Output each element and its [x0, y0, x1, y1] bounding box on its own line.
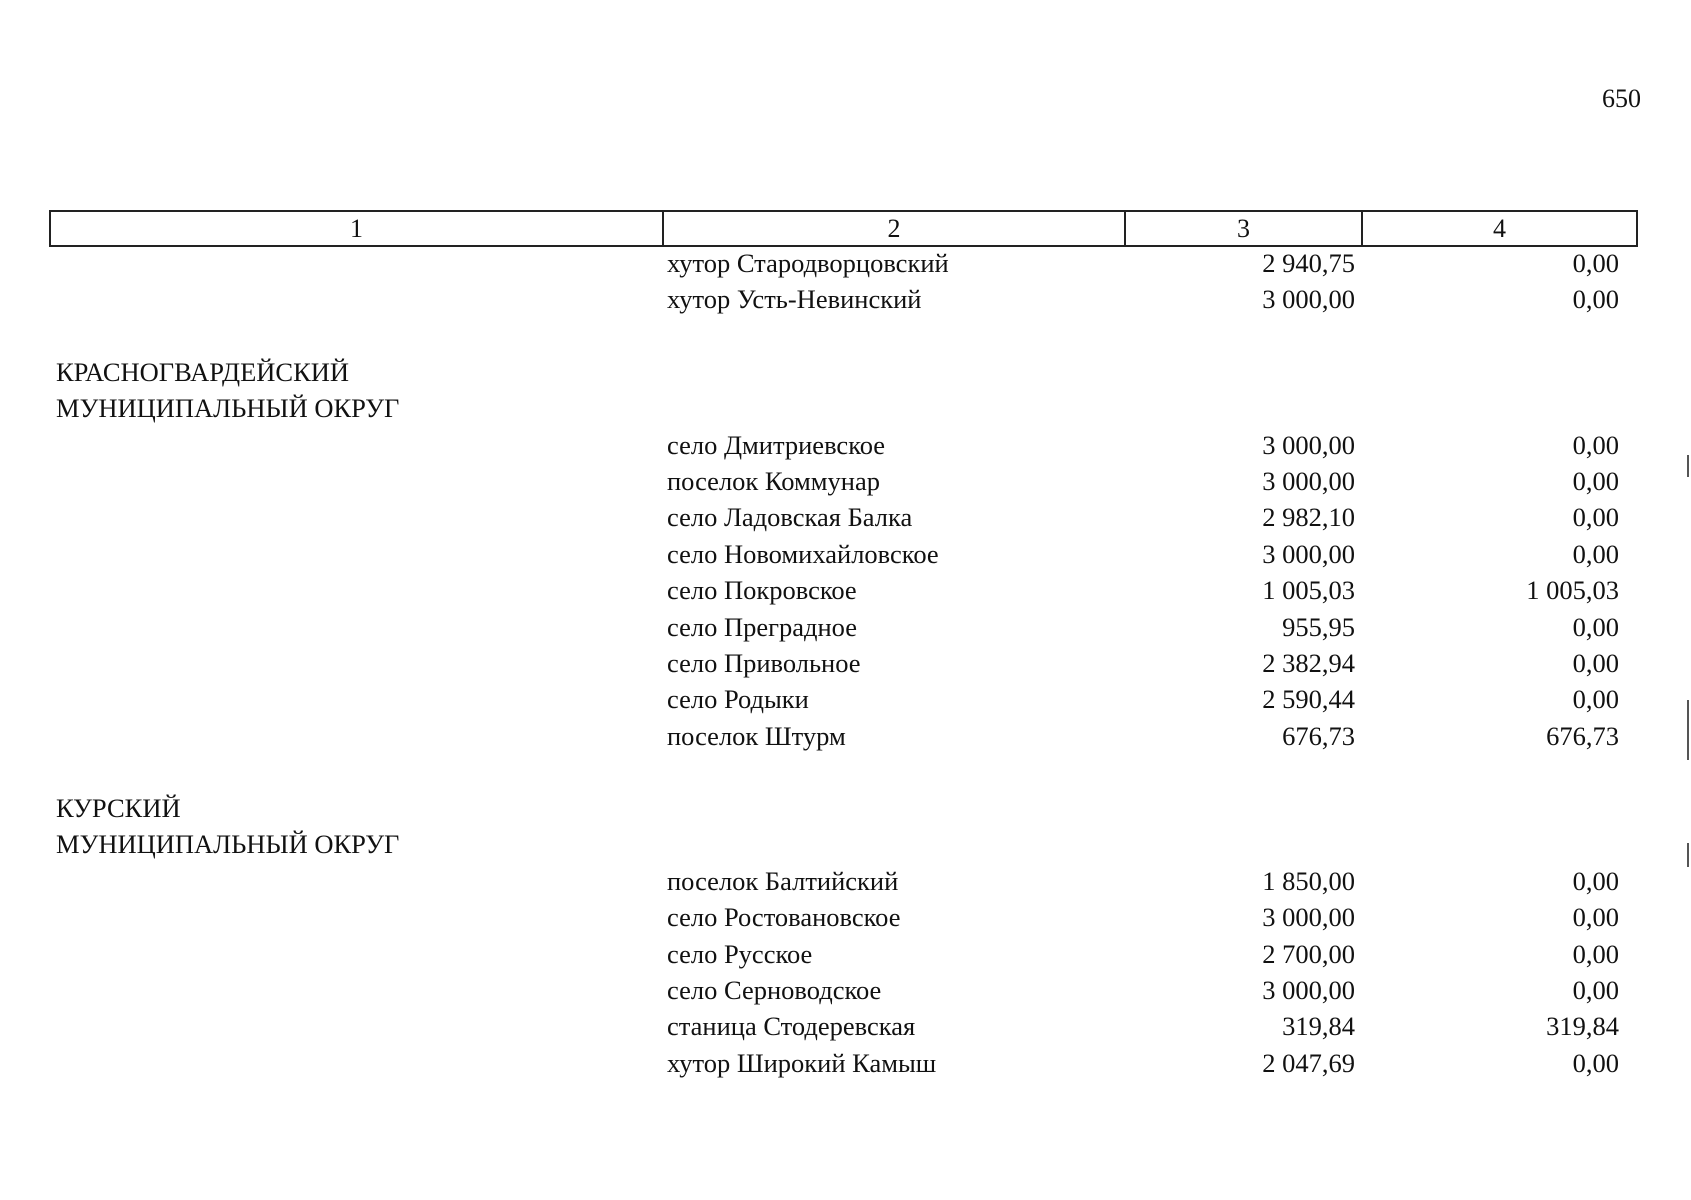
settlement-name: хутор Стародворцовский	[667, 248, 949, 278]
settlement-name: село Новомихайловское	[667, 538, 939, 569]
table-row	[0, 610, 1691, 646]
settlement-name: село Ладовская Балка	[667, 502, 913, 533]
value-col-4: 319,84	[1546, 1011, 1619, 1042]
scan-edge-mark	[1687, 843, 1689, 867]
table-row	[0, 719, 1691, 755]
settlement-name: село Привольное	[667, 647, 861, 678]
table-row	[0, 900, 1691, 936]
settlement-name: поселок Балтийский	[667, 865, 899, 896]
table-body	[0, 246, 1691, 1082]
value-col-3: 3 000,00	[1262, 975, 1355, 1006]
value-col-3: 3 000,00	[1262, 429, 1355, 460]
scan-edge-mark	[1687, 455, 1689, 477]
column-header-2: 2	[664, 212, 1126, 245]
value-col-4: 0,00	[1572, 975, 1619, 1006]
settlement-name: село Родыки	[667, 684, 809, 715]
settlement-name: поселок Штурм	[667, 720, 846, 751]
value-col-4: 0,00	[1572, 1047, 1619, 1078]
value-col-4: 0,00	[1572, 538, 1619, 569]
value-col-3: 2 047,69	[1262, 1047, 1355, 1078]
table-row	[0, 937, 1691, 973]
value-col-4: 0,00	[1572, 865, 1619, 896]
value-col-3: 3 000,00	[1262, 465, 1355, 496]
value-col-4: 0,00	[1572, 938, 1619, 969]
value-col-3: 1 850,00	[1262, 865, 1355, 896]
table-row	[0, 573, 1691, 609]
value-col-3: 3 000,00	[1262, 538, 1355, 569]
table-row	[0, 537, 1691, 573]
table-row	[0, 973, 1691, 1009]
scan-edge-mark	[1687, 700, 1689, 760]
value-col-4: 0,00	[1572, 284, 1619, 315]
table-row	[0, 1009, 1691, 1045]
column-header-4: 4	[1493, 213, 1506, 243]
value-col-3: 3 000,00	[1262, 902, 1355, 933]
table-row	[0, 864, 1691, 900]
value-col-4: 0,00	[1572, 902, 1619, 933]
settlement-name: село Ростовановское	[667, 902, 901, 933]
value-col-4: 0,00	[1572, 248, 1619, 278]
column-header-1: 1	[51, 212, 664, 245]
value-col-3: 2 940,75	[1262, 248, 1355, 278]
value-col-4: 676,73	[1546, 720, 1619, 751]
table-row	[0, 428, 1691, 464]
settlement-name: село Преградное	[667, 611, 857, 642]
value-col-4: 0,00	[1572, 647, 1619, 678]
value-col-3: 2 590,44	[1262, 684, 1355, 715]
settlement-name: село Русское	[667, 938, 813, 969]
district-title-line-2: МУНИЦИПАЛЬНЫЙ ОКРУГ	[56, 829, 400, 860]
table-row	[0, 246, 1691, 282]
district-title-line-1: КУРСКИЙ	[56, 793, 181, 824]
settlement-name: село Покровское	[667, 575, 857, 606]
settlement-name: село Дмитриевское	[667, 429, 886, 460]
table-row	[0, 500, 1691, 536]
settlement-name: хутор Широкий Камыш	[667, 1047, 937, 1078]
value-col-4: 0,00	[1572, 611, 1619, 642]
value-col-4: 0,00	[1572, 465, 1619, 496]
value-col-4: 0,00	[1572, 429, 1619, 460]
value-col-3: 319,84	[1282, 1011, 1355, 1042]
value-col-3: 2 700,00	[1262, 938, 1355, 969]
settlement-name: станица Стодеревская	[667, 1011, 916, 1042]
settlement-name: хутор Усть-Невинский	[667, 284, 922, 315]
column-header-3: 3	[1126, 212, 1363, 245]
table-row	[0, 282, 1691, 318]
value-col-4: 0,00	[1572, 684, 1619, 715]
column-header-row	[49, 210, 1638, 247]
value-col-4: 1 005,03	[1526, 575, 1619, 606]
value-col-3: 2 382,94	[1262, 647, 1355, 678]
settlement-name: село Серноводское	[667, 975, 882, 1006]
table-row	[0, 682, 1691, 718]
district-title-line-1: КРАСНОГВАРДЕЙСКИЙ	[56, 356, 350, 387]
value-col-3: 676,73	[1282, 720, 1355, 751]
value-col-3: 3 000,00	[1262, 284, 1355, 315]
table-row	[0, 646, 1691, 682]
settlement-name: поселок Коммунар	[667, 465, 880, 496]
value-col-3: 2 982,10	[1262, 502, 1355, 533]
value-col-3: 955,95	[1282, 611, 1355, 642]
page-number: 650	[1602, 84, 1641, 113]
value-col-4: 0,00	[1572, 502, 1619, 533]
district-title-line-2: МУНИЦИПАЛЬНЫЙ ОКРУГ	[56, 393, 400, 424]
table-row	[0, 464, 1691, 500]
table-row	[0, 1046, 1691, 1082]
value-col-3: 1 005,03	[1262, 575, 1355, 606]
